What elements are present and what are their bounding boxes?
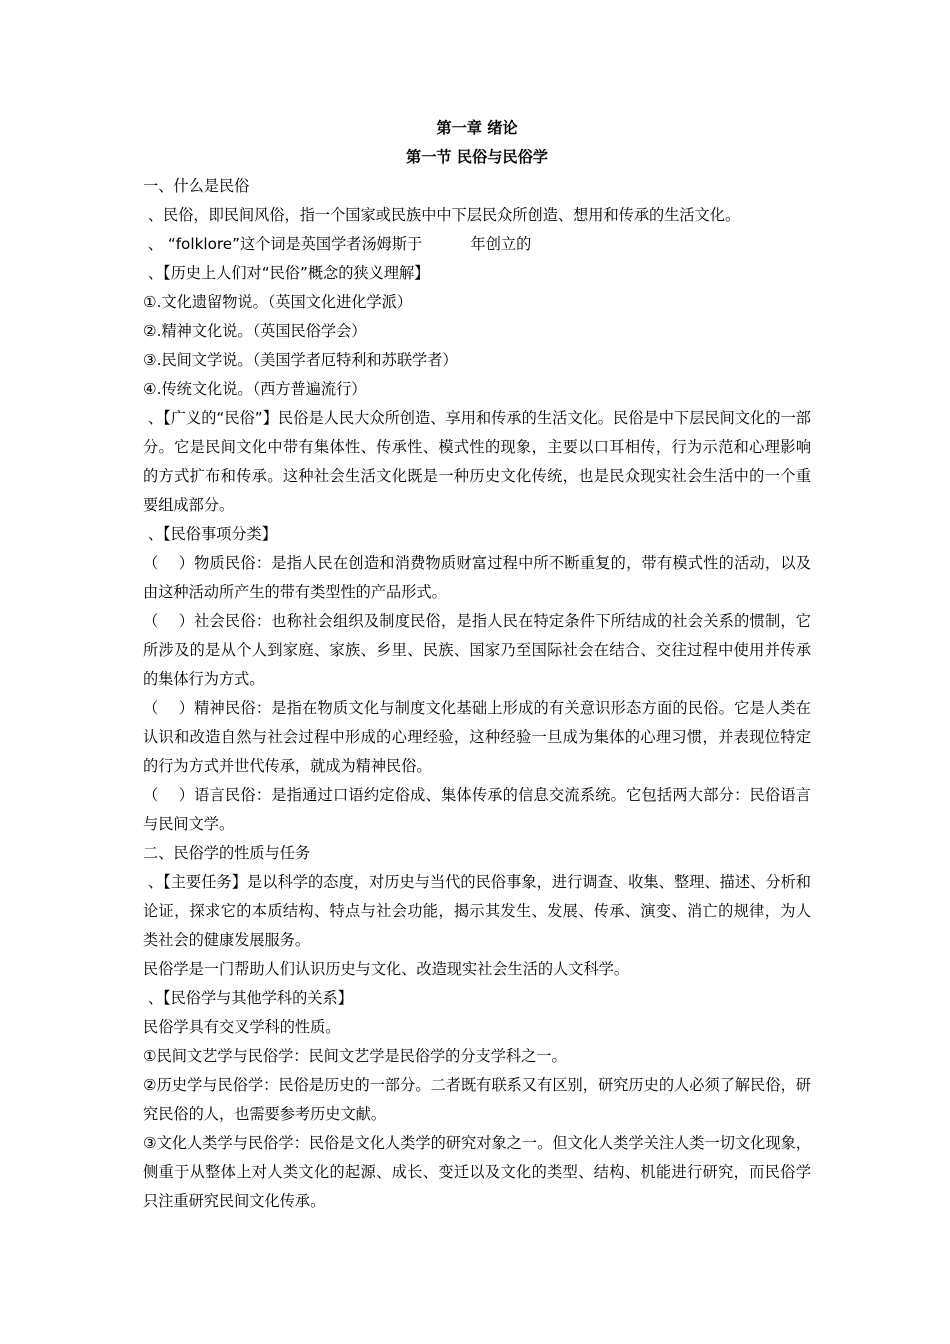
paragraph-related-disciplines: 、【民俗学与其他学科的关系】 <box>143 989 353 1007</box>
paragraph-classification: 、【民俗事项分类】 <box>143 525 277 543</box>
paragraph-spiritual-folklore: （ ）精神民俗：是指在物质文化与制度文化基础上形成的有关意识形态方面的民俗。它是人类在认识和改造自然与社会过程中形成的心理经验，这种经验一旦成为集体的心理习惯，并表现位特定的行为方式并世代传承，就成为精神民俗。 <box>143 699 811 775</box>
list-item-relics: ①.文化遗留物说。（英国文化进化学派） <box>143 293 413 311</box>
list-item-folk-arts: ①民间文艺学与民俗学：民间文艺学是民俗学的分支学科之一。 <box>143 1047 567 1065</box>
paragraph-interdisciplinary: 民俗学具有交叉学科的性质。 <box>143 1018 341 1036</box>
heading-what-is-folklore: 一、什么是民俗 <box>143 177 250 195</box>
paragraph-material-folklore: （ ）物质民俗：是指人民在创造和消费物质财富过程中所不断重复的，带有模式性的活动，以及由这种活动所产生的带有类型性的产品形式。 <box>143 554 811 601</box>
section-title: 第一节 民俗与民俗学 <box>406 148 548 166</box>
list-item-folk-literature: ③.民间文学说。（美国学者厄特利和苏联学者） <box>143 351 458 369</box>
paragraph-folklore-term: 、 “folklore”这个词是英国学者汤姆斯于 年创立的 <box>143 235 532 253</box>
paragraph-humanities: 民俗学是一门帮助人们认识历史与文化、改造现实社会生活的人文科学。 <box>143 960 629 978</box>
paragraph-social-folklore: （ ）社会民俗：也称社会组织及制度民俗，是指人民在特定条件下所结成的社会关系的惯制，它所涉及的是从个人到家庭、家族、乡里、民族、国家乃至国际社会在结合、交往过程中使用并传承的集体行为方式。 <box>143 612 811 688</box>
paragraph-language-folklore: （ ）语言民俗：是指通过口语约定俗成、集体传承的信息交流系统。它包括两大部分：民俗语言与民间文学。 <box>143 786 811 833</box>
heading-nature-and-tasks: 二、民俗学的性质与任务 <box>143 844 311 862</box>
paragraph-definition: 、民俗，即民间风俗，指一个国家或民族中中下层民众所创造、想用和传承的生活文化。 <box>143 206 741 224</box>
paragraph-main-tasks: 、【主要任务】是以科学的态度，对历史与当代的民俗事象，进行调查、收集、整理、描述、分析和论证，探求它的本质结构、特点与社会功能，揭示其发生、发展、传承、演变、消亡的规律，为人类社会的健康发展服务。 <box>143 873 811 949</box>
paragraph-narrow-concept: 、【历史上人们对“民俗”概念的狭义理解】 <box>143 264 430 282</box>
list-item-spiritual: ②.精神文化说。（英国民俗学会） <box>143 322 367 340</box>
list-item-anthropology: ③文化人类学与民俗学：民俗是文化人类学的研究对象之一。但文化人类学关注人类一切文化现象，侧重于从整体上对人类文化的起源、成长、变迁以及文化的类型、结构、机能进行研究，而民俗学只注重研究民间文化传承。 <box>143 1134 811 1210</box>
document-body <box>143 114 811 1216</box>
list-item-traditional: ④.传统文化说。（西方普遍流行） <box>143 380 367 398</box>
list-item-history: ②历史学与民俗学：民俗是历史的一部分。二者既有联系又有区别，研究历史的人必须了解民俗，研究民俗的人，也需要参考历史文献。 <box>143 1076 811 1123</box>
paragraph-broad-concept: 、【广义的“民俗”】民俗是人民大众所创造、享用和传承的生活文化。民俗是中下层民间文化的一部分。它是民间文化中带有集体性、传承性、模式性的现象，主要以口耳相传，行为示范和心理影响的方式扩布和传承。这种社会生活文化既是一种历史文化传统，也是民众现实社会生活中的一个重要组成部分。 <box>143 409 811 514</box>
chapter-title: 第一章 绪论 <box>436 119 518 137</box>
